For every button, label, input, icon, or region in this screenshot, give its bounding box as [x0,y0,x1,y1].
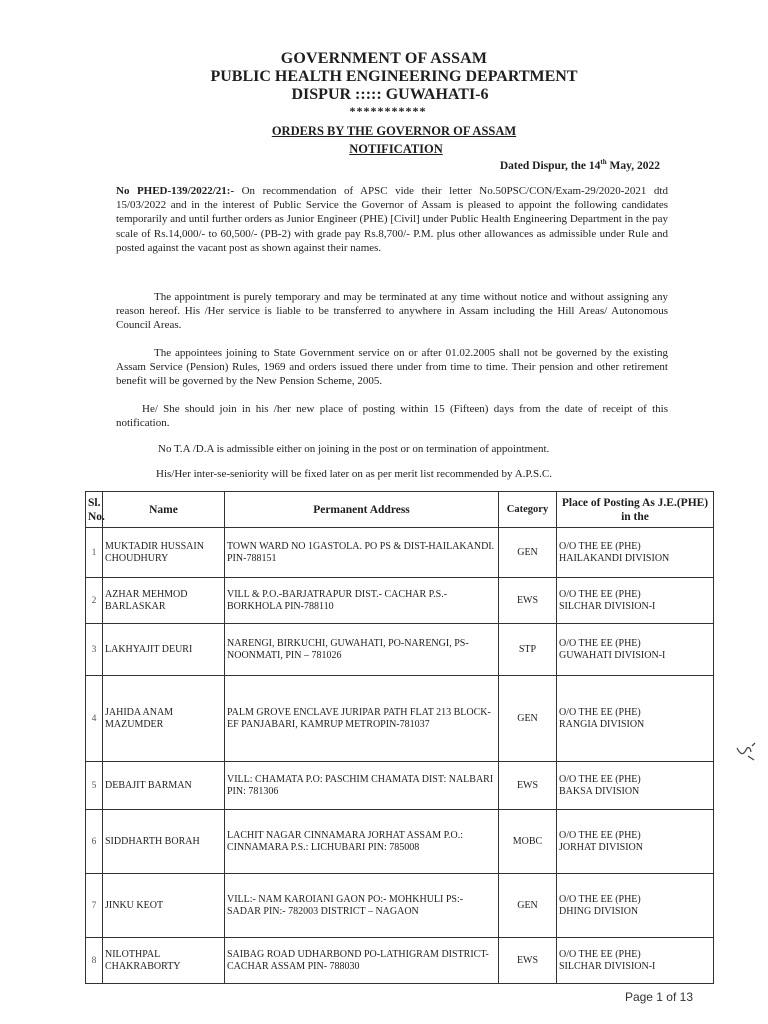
row-sl: 6 [86,810,103,874]
page-number: Page 1 of 13 [624,990,693,1004]
posting-office: O/O THE EE (PHE) [559,540,641,552]
dated-prefix: Dated Dispur, the 14 [499,159,601,172]
header-location: DISPUR ::::: GUWAHATI-6 [291,86,489,103]
posting-division: SILCHAR DIVISION-I [559,600,656,612]
row-name: SIDDHARTH BORAH [103,810,225,874]
row-category: GEN [499,874,557,938]
paragraph-joining: He/ She should join in his /her new place of posting within 15 (Fifteen) days from the date of receipt of this notification. [116,403,668,430]
initial-mark [734,740,758,764]
table-row [86,578,714,624]
header-government: GOVERNMENT OF ASSAM [280,50,488,67]
row-category: STP [499,624,557,676]
row-posting [557,810,714,874]
paragraph-temporary: The appointment is purely temporary and may be terminated at any time without notice and without assigning any reason hereof. His /Her service is liable to be transferred to anywhere in Assam including the Hill Areas/ Autonomous Council Areas. [116,291,668,332]
posting-office: O/O THE EE (PHE) [559,829,641,841]
row-address: LACHIT NAGAR CINNAMARA JORHAT ASSAM P.O.: CINNAMARA P.S.: LICHUBARI PIN: 785008 [225,810,499,874]
posting-division: GUWAHATI DIVISION-I [559,649,666,661]
header-category: Category [499,492,557,528]
table-row [86,810,714,874]
row-sl: 1 [86,528,103,578]
paragraph-order-text: On recommendation of APSC vide their letter No.50PSC/CON/Exam-29/2020-2021 dtd 15/03/2022 and in the interest of Public Service the Governor of Assam is pleased to appoint the following candidates temporarily and until further orders as Junior Engineer (PHE) [Civil] under Public Health Engineering Department in the pay scale of Rs.14,000/- to 60,500/- (PB-2) with grade pay Rs.8,700/- P.M. plus other allowances as admissible under Rule and posted against the vacant post as shown against their names. [116,185,668,254]
row-category: EWS [499,762,557,810]
orders-heading: ORDERS BY THE GOVERNOR OF ASSAM [271,124,517,138]
posting-office: O/O THE EE (PHE) [559,893,641,905]
row-sl: 7 [86,874,103,938]
paragraph-pension: The appointees joining to State Government service on or after 01.02.2005 shall not be governed by the existing Assam Service (Pension) Rules, 1969 and orders issued there under from time to time. Their pension and other retirement benefit will be governed by the New Pension Scheme, 2005. [116,347,668,388]
row-name: MUKTADIR HUSSAIN CHOUDHURY [103,528,225,578]
table-row [86,528,714,578]
table-row [86,938,714,984]
dated-suffix: May, 2022 [606,159,660,172]
row-address: VILL: CHAMATA P.O: PASCHIM CHAMATA DIST: NALBARI PIN: 781306 [225,762,499,810]
header-stars: *********** [349,104,427,118]
posting-division: RANGIA DIVISION [559,718,645,730]
table-row [86,676,714,762]
row-posting [557,578,714,624]
row-name: AZHAR MEHMOD BARLASKAR [103,578,225,624]
paragraph-seniority: His/Her inter-se-seniority will be fixed later on as per merit list recommended by A.P.S.C. [156,468,552,480]
posting-division: HAILAKANDI DIVISION [559,552,670,564]
row-name: NILOTHPAL CHAKRABORTY [103,938,225,984]
row-address: PALM GROVE ENCLAVE JURIPAR PATH FLAT 213 BLOCK-EF PANJABARI, KAMRUP METROPIN-781037 [225,676,499,762]
row-posting [557,938,714,984]
posting-office: O/O THE EE (PHE) [559,637,641,649]
row-posting [557,624,714,676]
row-category: GEN [499,528,557,578]
posting-division: DHING DIVISION [559,905,639,917]
row-address: VILL & P.O.-BARJATRAPUR DIST.- CACHAR P.S.- BORKHOLA PIN-788110 [225,578,499,624]
row-posting [557,676,714,762]
row-address: TOWN WARD NO 1GASTOLA. PO PS & DIST-HAILAKANDI. PIN-788151 [225,528,499,578]
row-name: DEBAJIT BARMAN [103,762,225,810]
header-department: PUBLIC HEALTH ENGINEERING DEPARTMENT [210,68,578,85]
row-category: EWS [499,578,557,624]
row-category: EWS [499,938,557,984]
row-sl: 8 [86,938,103,984]
paragraph-order [116,184,668,255]
row-name: LAKHYAJIT DEURI [103,624,225,676]
row-name: JINKU KEOT [103,874,225,938]
header-posting: Place of Posting As J.E.(PHE) in the [557,492,714,528]
row-sl: 5 [86,762,103,810]
row-sl: 2 [86,578,103,624]
posting-office: O/O THE EE (PHE) [559,948,641,960]
posting-office: O/O THE EE (PHE) [559,706,641,718]
posting-division: JORHAT DIVISION [559,841,643,853]
posting-division: SILCHAR DIVISION-I [559,960,656,972]
header-name: Name [103,492,225,528]
dated-sup: th [600,158,607,166]
notification-heading: NOTIFICATION [349,142,443,156]
header-sl-no: Sl. No. [86,492,103,528]
row-address: VILL:- NAM KAROIANI GAON PO:- MOHKHULI PS:- SADAR PIN:- 782003 DISTRICT – NAGAON [225,874,499,938]
row-sl: 4 [86,676,103,762]
order-number: No PHED-139/2022/21:- [116,185,235,197]
header-address: Permanent Address [225,492,499,528]
appointment-table [85,491,714,984]
row-name: JAHIDA ANAM MAZUMDER [103,676,225,762]
posting-office: O/O THE EE (PHE) [559,773,641,785]
row-category: MOBC [499,810,557,874]
paragraph-ta-da: No T.A /D.A is admissible either on joining in the post or on termination of appointment. [158,443,550,455]
row-address: NARENGI, BIRKUCHI, GUWAHATI, PO-NARENGI, PS- NOONMATI, PIN – 781026 [225,624,499,676]
row-category: GEN [499,676,557,762]
posting-office: O/O THE EE (PHE) [559,588,641,600]
row-posting [557,762,714,810]
table-row [86,874,714,938]
row-sl: 3 [86,624,103,676]
row-posting [557,874,714,938]
posting-division: BAKSA DIVISION [559,785,640,797]
table-header-row [86,492,714,528]
table-row [86,624,714,676]
row-address: SAIBAG ROAD UDHARBOND PO-LATHIGRAM DISTRICT- CACHAR ASSAM PIN- 788030 [225,938,499,984]
dated-line [500,158,660,172]
row-posting [557,528,714,578]
table-row [86,762,714,810]
